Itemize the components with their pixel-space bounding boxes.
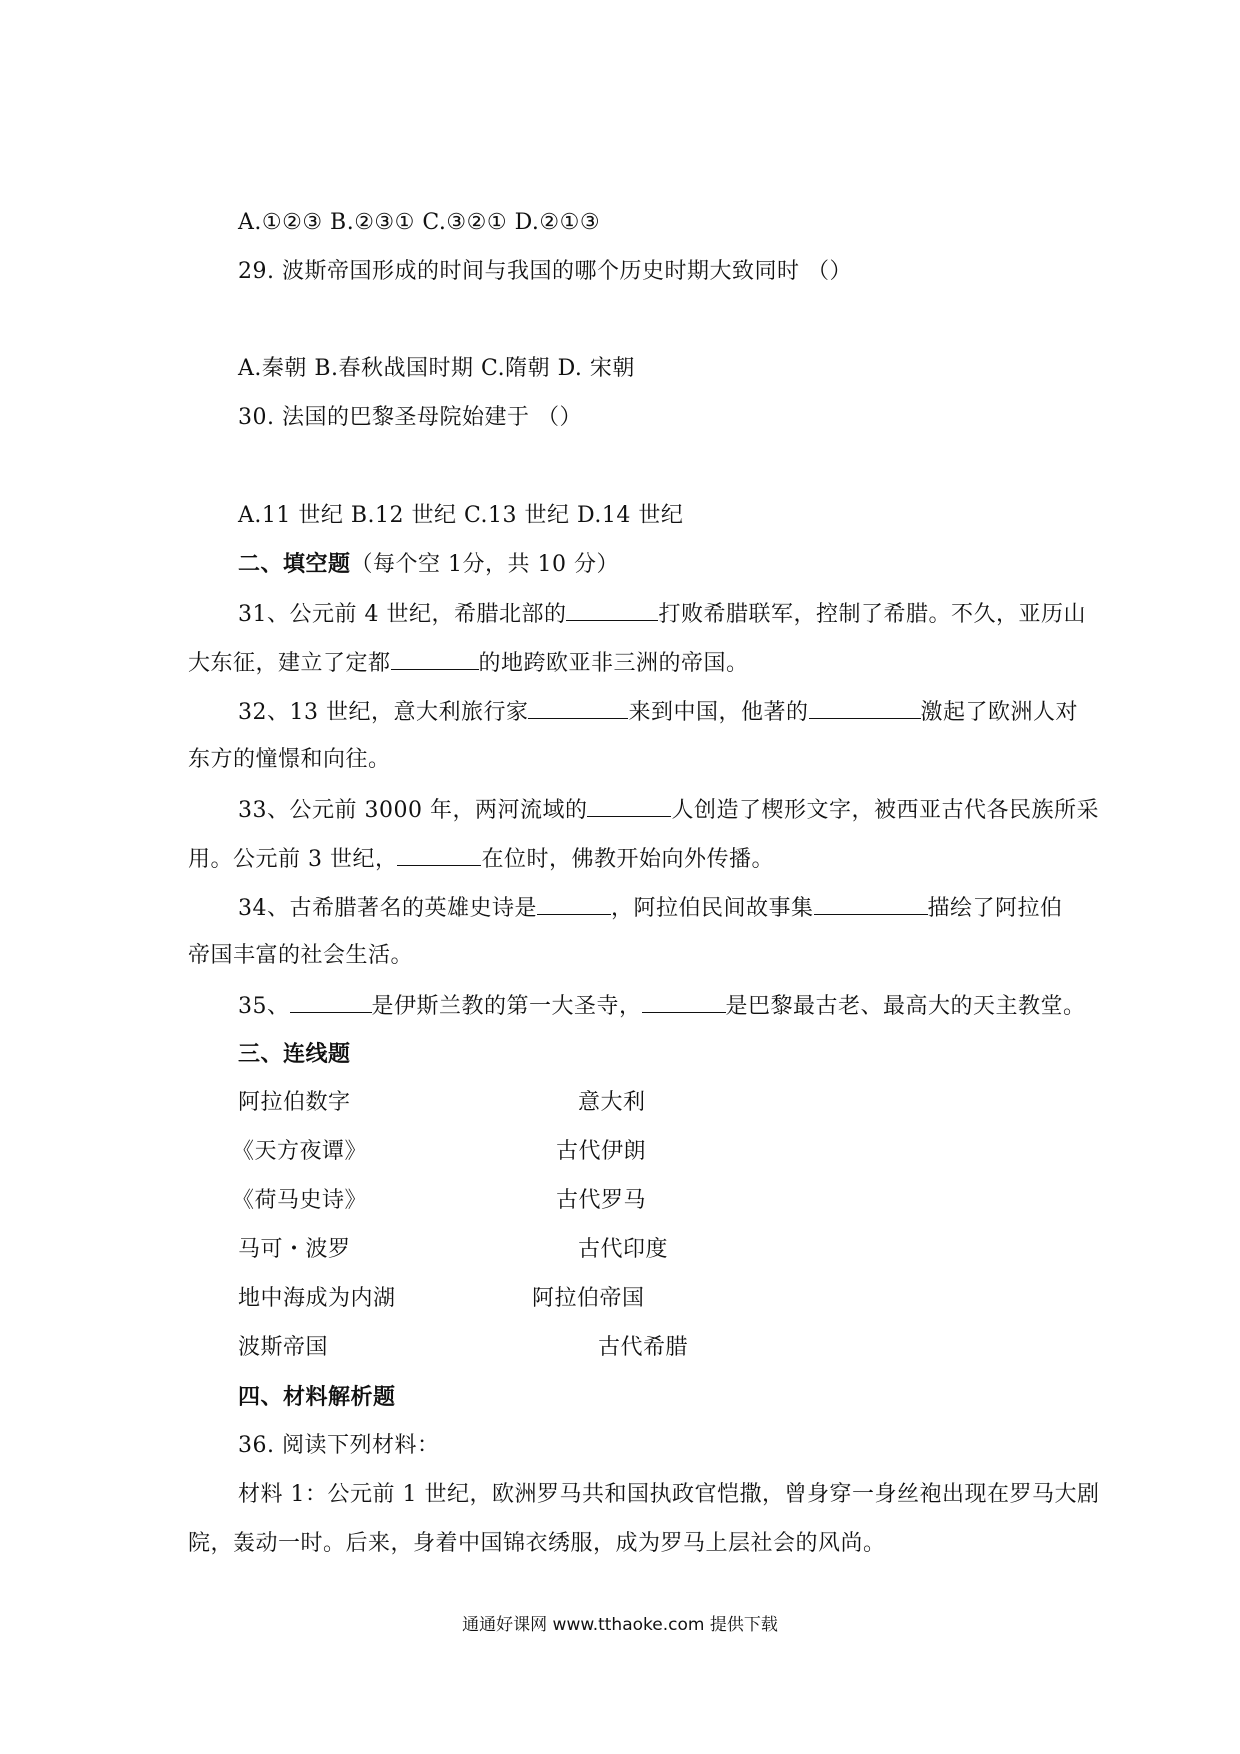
q35-blank-2 (642, 990, 726, 1013)
match-right-1: 意大利 (578, 1090, 646, 1115)
match-right-3: 古代罗马 (556, 1188, 647, 1213)
q31-text-3: 大东征，建立了定都 (188, 651, 391, 676)
section2-title: 二、填空题 (238, 551, 351, 577)
q35-text-3: 是巴黎最古老、最高大的天主教堂。 (725, 994, 1086, 1019)
q32-line1 (238, 696, 1078, 728)
q36-stem: 36. 阅读下列材料： (238, 1433, 440, 1458)
q32-blank-2 (809, 696, 921, 719)
q31-text-4: 的地跨欧亚非三洲的帝国。 (478, 651, 749, 676)
section4-title: 四、材料解析题 (238, 1384, 396, 1410)
q31-text-1: 31、公元前 4 世纪，希腊北部的 (238, 602, 567, 627)
q33-line2 (188, 843, 774, 875)
q32-text-4: 东方的憧憬和向往。 (188, 747, 391, 772)
q33-text-4: 在位时，佛教开始向外传播。 (481, 847, 774, 872)
match-left-6: 波斯帝国 (238, 1335, 329, 1360)
match-left-4: 马可・波罗 (238, 1237, 351, 1262)
material1-line2: 院，轰动一时。后来，身着中国锦衣绣服，成为罗马上层社会的风尚。 (188, 1531, 886, 1556)
match-left-3: 《荷马史诗》 (232, 1188, 368, 1213)
match-right-4: 古代印度 (578, 1237, 669, 1262)
match-right-2: 古代伊朗 (556, 1139, 647, 1164)
q29-options: A.秦朝 B.春秋战国时期 C.隋朝 D. 宋朝 (238, 356, 635, 381)
section2-note: （每个空 1分，共 10 分） (350, 552, 619, 577)
q33-blank-2 (397, 843, 481, 866)
section2-heading (238, 549, 619, 580)
match-left-2: 《天方夜谭》 (232, 1139, 368, 1164)
q34-line1 (238, 892, 1063, 924)
q31-blank-2 (391, 647, 479, 670)
q33-text-3: 用。公元前 3 世纪， (188, 847, 398, 872)
q35-line1 (238, 990, 1086, 1022)
q35-text-2: 是伊斯兰教的第一大圣寺， (371, 994, 642, 1019)
q28-options: A.①②③ B.②③① C.③②① D.②①③ (238, 210, 601, 235)
section3-title: 三、连线题 (238, 1041, 351, 1067)
q34-text-3: 描绘了阿拉伯 (927, 896, 1063, 921)
q33-text-2: 人创造了楔形文字，被西亚古代各民族所采 (671, 798, 1099, 823)
match-right-5: 阿拉伯帝国 (532, 1286, 645, 1311)
q34-text-1: 34、古希腊著名的英雄史诗是 (238, 896, 537, 921)
q31-blank-1 (566, 598, 658, 621)
q34-text-4: 帝国丰富的社会生活。 (188, 943, 414, 968)
q33-line1 (238, 794, 1099, 826)
match-right-6: 古代希腊 (598, 1335, 689, 1360)
q32-text-1: 32、13 世纪，意大利旅行家 (238, 700, 529, 725)
q35-blank-1 (290, 990, 372, 1013)
q30-options: A.11 世纪 B.12 世纪 C.13 世纪 D.14 世纪 (238, 503, 684, 528)
q32-line2 (188, 745, 391, 775)
q33-blank-1 (587, 794, 671, 817)
match-left-5: 地中海成为内湖 (238, 1286, 396, 1311)
q29-stem: 29. 波斯帝国形成的时间与我国的哪个历史时期大致同时 （） (238, 259, 852, 284)
page-footer: 通通好课网 www.tthaoke.com 提供下载 (462, 1615, 778, 1635)
q32-blank-1 (528, 696, 628, 719)
q32-text-2: 来到中国，他著的 (628, 700, 809, 725)
q30-stem: 30. 法国的巴黎圣母院始建于 （） (238, 405, 582, 430)
q34-text-2: ，阿拉伯民间故事集 (611, 896, 814, 921)
q35-text-1: 35、 (238, 994, 290, 1019)
q31-line2 (188, 647, 749, 679)
q31-line1 (238, 598, 1086, 630)
q34-line2 (188, 941, 413, 971)
q34-blank-1 (537, 892, 611, 915)
q34-blank-2 (814, 892, 928, 915)
material1-line1: 材料 1：公元前 1 世纪，欧洲罗马共和国执政官恺撒，曾身穿一身丝袍出现在罗马大剧 (238, 1482, 1100, 1507)
match-left-1: 阿拉伯数字 (238, 1090, 351, 1115)
q33-text-1: 33、公元前 3000 年，两河流域的 (238, 798, 588, 823)
q32-text-3: 激起了欧洲人对 (920, 700, 1079, 725)
q31-text-2: 打败希腊联军，控制了希腊。不久，亚历山 (658, 602, 1086, 627)
